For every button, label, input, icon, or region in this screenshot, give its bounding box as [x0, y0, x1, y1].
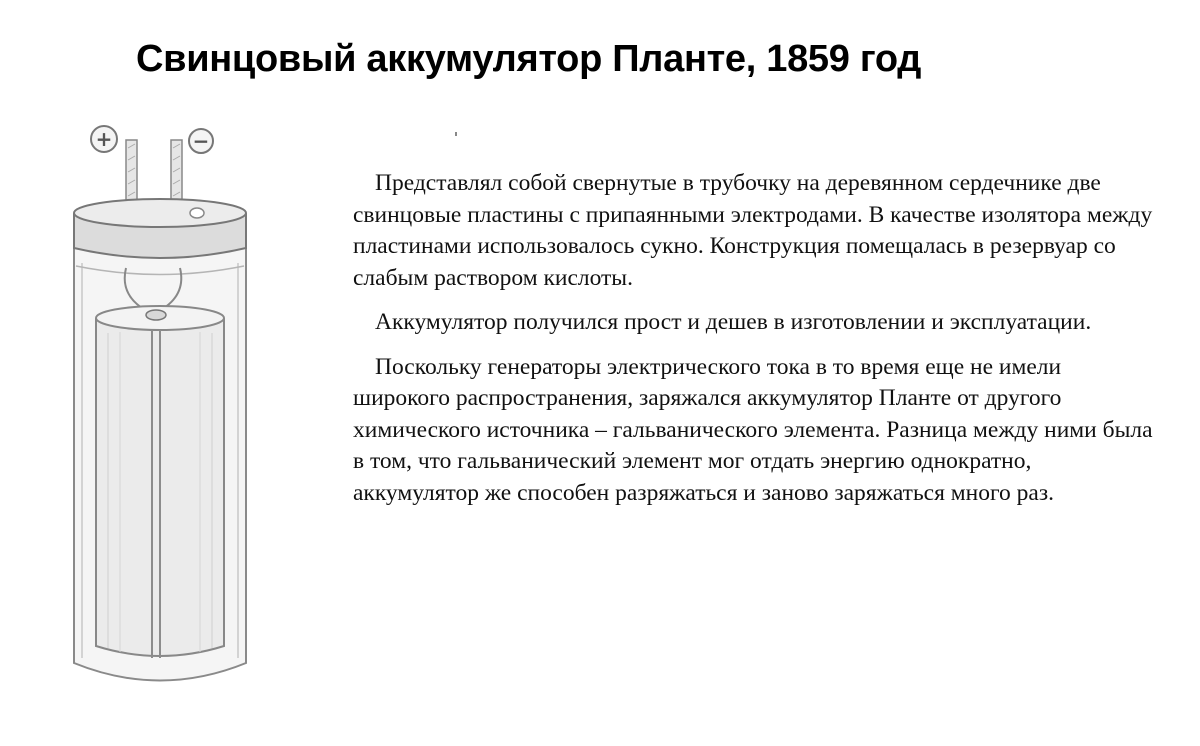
ink-speck	[455, 132, 457, 136]
description-text	[353, 168, 1153, 522]
page-title: Свинцовый аккумулятор Планте, 1859 год	[136, 38, 922, 80]
rolled-lead-plates	[96, 306, 224, 658]
paragraph: Представлял собой свернутые в трубочку на деревянном сердечнике две свинцовые пластины с припаянными электродами. В качестве изолятора между пластинами использовалось сукно. Конструкция помещалась в резервуар со слабым раствором кислоты.	[353, 170, 1153, 291]
jar-lid	[74, 199, 246, 258]
positive-terminal-icon	[91, 126, 117, 152]
paragraph: Аккумулятор получился прост и дешев в изготовлении и эксплуатации.	[375, 309, 1092, 335]
svg-text:+: +	[95, 127, 113, 151]
svg-text:−: −	[192, 129, 210, 153]
paragraph: Поскольку генераторы электрического тока в то время еще не имели широкого распространения, заряжался аккумулятор Планте от другого химического источника – гальванического элемента. Разница между ними была в том, что гальванический элемент мог отдать энергию однократно, аккумулятор же способен разряжаться и заново заряжаться много раз.	[353, 353, 1153, 506]
negative-terminal-icon	[189, 129, 213, 153]
plante-battery-drawing	[60, 118, 260, 698]
